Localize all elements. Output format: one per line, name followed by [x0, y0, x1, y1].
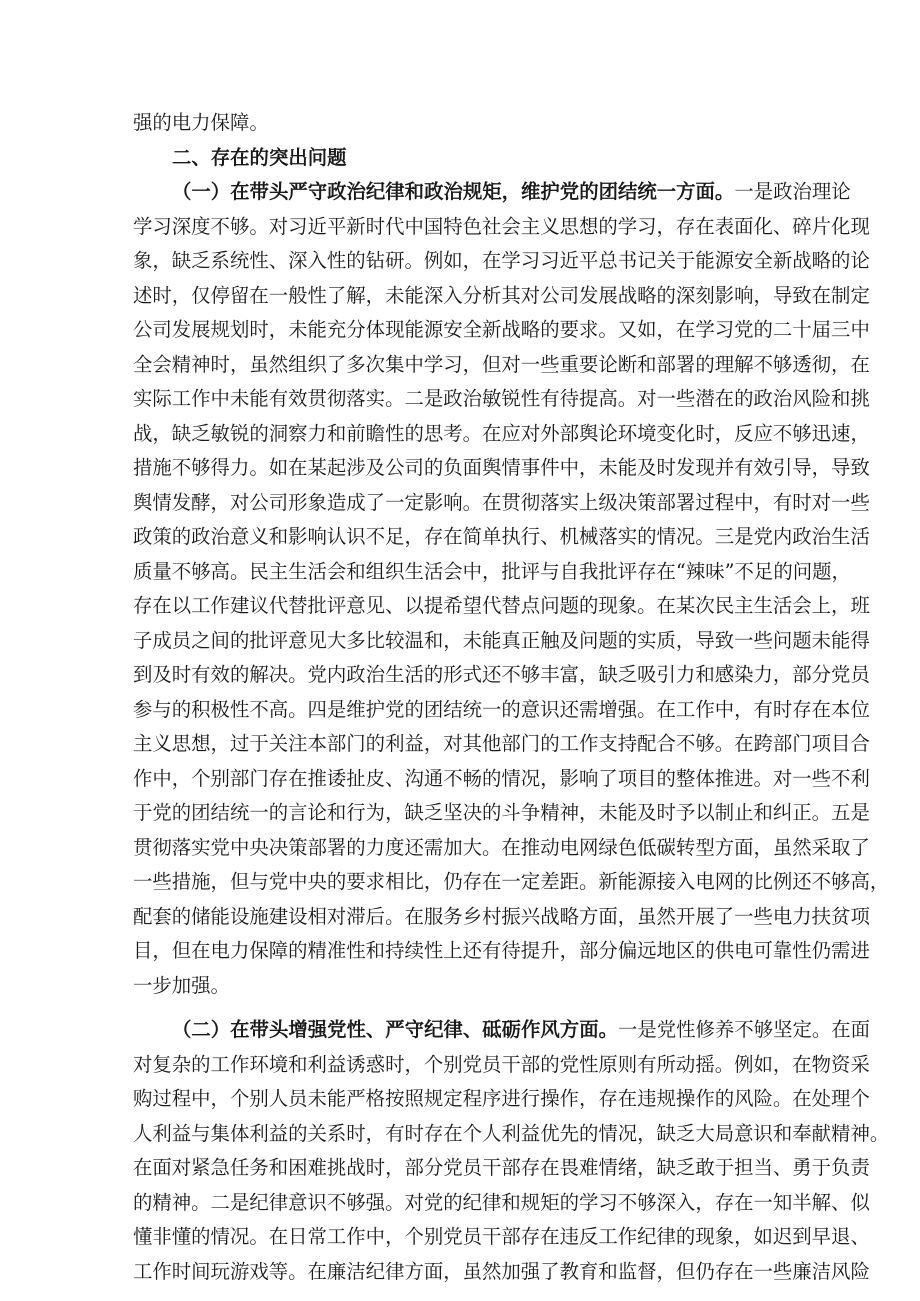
line-text: 象，缺乏系统性、深入性的钻研。例如，在学习习近平总书记关于能源安全新战略的论 — [133, 249, 870, 272]
document-page — [133, 106, 890, 1289]
text-line — [133, 451, 870, 486]
text-line — [133, 900, 870, 935]
line-text: 存在以工作建议代替批评意见、以提希望代替点问题的现象。在某次民主生活会上，班 — [133, 594, 870, 617]
line-text: 购过程中，个别人员未能严格按照规定程序进行操作，存在违规操作的风险。在处理个 — [133, 1087, 870, 1110]
text-line — [133, 382, 870, 417]
line-text: 目，但在电力保障的精准性和持续性上还有待提升，部分偏远地区的供电可靠性仍需进 — [133, 939, 870, 962]
text-line — [133, 624, 870, 659]
text-line — [133, 210, 870, 245]
text-line — [133, 555, 851, 590]
line-text: 全会精神时，虽然组织了多次集中学习，但对一些重要论断和部署的理解不够透彻，在 — [133, 352, 870, 376]
paragraph-2 — [133, 1013, 890, 1289]
text-line — [133, 934, 870, 969]
line-text: 一些措施，但与党中央的要求相比，仍存在一定差距。新能源接入电网的比例还不够高， — [133, 870, 890, 893]
text-line — [133, 589, 870, 624]
text-line — [133, 865, 890, 900]
text-line — [133, 693, 870, 728]
text-line — [133, 831, 870, 866]
text-line — [133, 1220, 870, 1255]
line-text: 主义思想，过于关注本部门的利益，对其他部门的工作支持配合不够。在跨部门项目合 — [133, 732, 870, 755]
text-line — [133, 1048, 870, 1083]
line-text: 于党的团结统一的言论和行为，缺乏坚决的斗争精神，未能及时予以制止和纠正。五是 — [133, 801, 870, 824]
line-text: 贯彻落实党中央决策部署的力度还需加大。在推动电网绿色低碳转型方面，虽然采取了 — [133, 835, 870, 859]
line-text: 舆情发酵，对公司形象造成了一定影响。在贯彻落实上级决策部署过程中，有时对一些 — [133, 490, 870, 514]
text-line — [133, 175, 851, 210]
line-text: 一是政治理论 — [734, 180, 851, 203]
text-line — [133, 313, 870, 348]
text-line — [133, 1117, 890, 1152]
line-text: 措施不够得力。如在某起涉及公司的负面舆情事件中，未能及时发现并有效引导，导致 — [133, 456, 870, 479]
text-line — [133, 279, 870, 314]
paragraph-gap — [133, 1003, 795, 1013]
line-text: 的精神。二是纪律意识不够强。对党的纪律和规矩的学习不够深入，存在一知半解、似 — [133, 1190, 870, 1214]
line-text: 在面对紧急任务和困难挑战时，部分党员干部存在畏难情绪，缺乏敢于担当、勇于负责 — [133, 1156, 870, 1179]
text-line — [133, 796, 870, 831]
line-text: 子成员之间的批评意见大多比较温和，未能真正触及问题的实质，导致一些问题未能得 — [133, 628, 870, 652]
text-line — [133, 1082, 870, 1117]
line-text: 学习深度不够。对习近平新时代中国特色社会主义思想的学习，存在表面化、碎片化现 — [133, 214, 870, 238]
text-line — [133, 1151, 870, 1186]
text-line — [133, 348, 870, 383]
lead-line: 强的电力保障。 — [133, 111, 269, 134]
bold-lead: （一）在带头严守政治纪律和政治规矩，维护党的团结统一方面。 — [172, 180, 735, 203]
line-text: 述时，仅停留在一般性了解，未能深入分析其对公司发展战略的深刻影响，导致在制定 — [133, 283, 870, 307]
line-text: 配套的储能设施建设相对滞后。在服务乡村振兴战略方面，虽然开展了一些电力扶贫项 — [133, 904, 870, 928]
text-line — [133, 417, 870, 452]
line-text: 政策的政治意义和影响认识不足，存在简单执行、机械落实的情况。三是党内政治生活 — [133, 525, 870, 548]
line-text: 实际工作中未能有效贯彻落实。二是政治敏锐性有待提高。对一些潜在的政治风险和挑 — [133, 387, 870, 410]
text-line — [133, 1255, 870, 1290]
section-heading: 二、存在的突出问题 — [172, 145, 347, 169]
line-text: 战，缺乏敏锐的洞察力和前瞻性的思考。在应对外部舆论环境变化时，反应不够迅速， — [133, 421, 870, 445]
paragraph-1 — [133, 175, 890, 1003]
text-line — [133, 969, 795, 1004]
line-text: 一步加强。 — [133, 973, 230, 997]
text-line — [133, 244, 870, 279]
text-line — [133, 1013, 871, 1048]
line-text: 人利益与集体利益的关系时，有时存在个人利益优先的情况，缺乏大局意识和奉献精神。 — [133, 1121, 890, 1145]
line-text: 公司发展规划时，未能充分体现能源安全新战略的要求。又如，在学习党的二十届三中 — [133, 318, 870, 341]
line-text: 对复杂的工作环境和利益诱惑时，个别党员干部的党性原则有所动摇。例如，在物资采 — [133, 1052, 870, 1076]
bold-lead: （二）在带头增强党性、严守纪律、砥砺作风方面。 — [172, 1018, 618, 1041]
line-text: 到及时有效的解决。党内政治生活的形式还不够丰富，缺乏吸引力和感染力，部分党员 — [133, 663, 870, 686]
line-text: 参与的积极性不高。四是维护党的团结统一的意识还需增强。在工作中，有时存在本位 — [133, 697, 870, 721]
line-text: 作中，个别部门存在推诿扯皮、沟通不畅的情况，影响了项目的整体推进。对一些不利 — [133, 766, 870, 790]
text-line — [133, 486, 870, 521]
text-line — [133, 658, 870, 693]
text-line — [133, 762, 870, 797]
line-text: 质量不够高。民主生活会和组织生活会中，批评与自我批评存在“辣味”不足的问题， — [133, 559, 851, 583]
text-line — [133, 520, 870, 555]
text-line — [133, 727, 870, 762]
text-line — [133, 1186, 870, 1221]
line-text: 工作时间玩游戏等。在廉洁纪律方面，虽然加强了教育和监督，但仍存在一些廉洁风险 — [133, 1259, 870, 1283]
line-text: 懂非懂的情况。在日常工作中，个别党员干部存在违反工作纪律的现象，如迟到早退、 — [133, 1225, 870, 1248]
line-text: 一是党性修养不够坚定。在面 — [617, 1018, 871, 1041]
